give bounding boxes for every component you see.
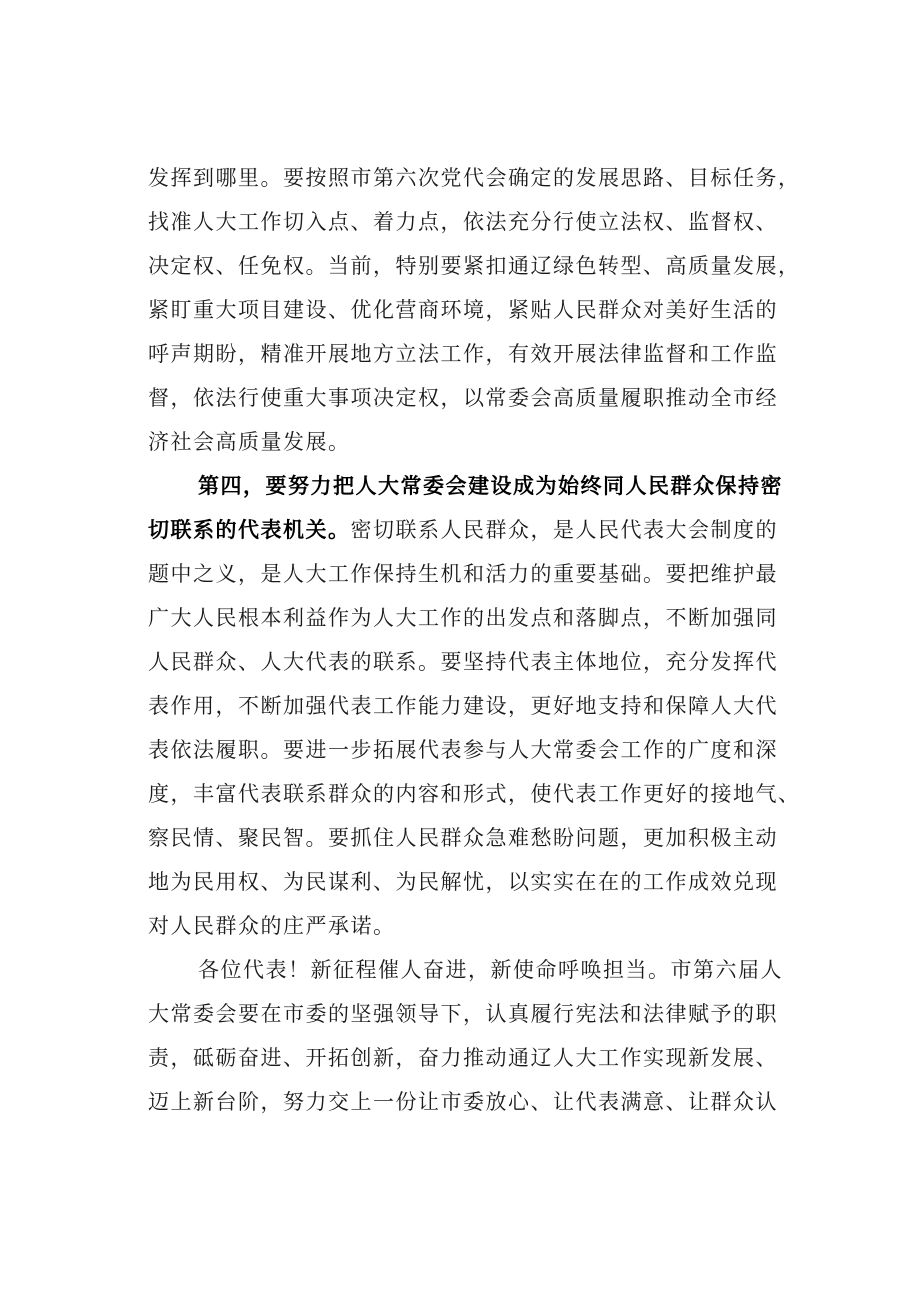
paragraph-2-line-7: 表依法履职。要进一步拓展代表参与人大常委会工作的广度和深 (148, 738, 778, 762)
paragraph-2-line-11: 对人民群众的庄严承诺。 (148, 914, 396, 938)
paragraph-1-line-3: 决定权、任免权。当前，特别要紧扣通辽绿色转型、高质量发展， (148, 254, 801, 278)
paragraph-1-line-7: 济社会高质量发展。 (148, 430, 351, 454)
paragraph-2-line-3: 题中之义，是人大工作保持生机和活力的重要基础。要把维护最 (148, 562, 778, 586)
paragraph-2-line-2-text: 密切联系人民群众，是人民代表大会制度的 (350, 518, 778, 542)
paragraph-3-line-2: 大常委会要在市委的坚强领导下，认真履行宪法和法律赋予的职 (148, 1002, 778, 1026)
paragraph-2-line-8: 度，丰富代表联系群众的内容和形式，使代表工作更好的接地气、 (148, 782, 801, 806)
paragraph-2-heading-line-1: 第四，要努力把人大常委会建设成为始终同人民群众保持密 (198, 474, 783, 498)
paragraph-2-line-10: 地为民用权、为民谋利、为民解忧，以实实在在的工作成效兑现 (148, 870, 778, 894)
paragraph-1-line-5: 呼声期盼，精准开展地方立法工作，有效开展法律监督和工作监 (148, 342, 778, 366)
paragraph-2-line-6: 表作用，不断加强代表工作能力建设，更好地支持和保障人大代 (148, 694, 778, 718)
paragraph-1-line-4: 紧盯重大项目建设、优化营商环境，紧贴人民群众对美好生活的 (148, 298, 778, 322)
paragraph-1-line-6: 督，依法行使重大事项决定权，以常委会高质量履职推动全市经 (148, 386, 778, 410)
paragraph-2-line-9: 察民情、聚民智。要抓住人民群众急难愁盼问题，更加积极主动 (148, 826, 778, 850)
paragraph-1-line-1: 发挥到哪里。要按照市第六次党代会确定的发展思路、目标任务， (148, 166, 801, 190)
paragraph-2-line-4: 广大人民根本利益作为人大工作的出发点和落脚点，不断加强同 (148, 606, 778, 630)
paragraph-3-line-1: 各位代表！新征程催人奋进，新使命呼唤担当。市第六届人 (198, 958, 783, 982)
paragraph-1-line-2: 找准人大工作切入点、着力点，依法充分行使立法权、监督权、 (148, 210, 778, 234)
paragraph-2-heading-end: 切联系的代表机关。 (148, 518, 351, 542)
paragraph-3-line-3: 责，砥砺奋进、开拓创新，奋力推动通辽人大工作实现新发展、 (148, 1046, 778, 1070)
paragraph-3-line-4: 迈上新台阶，努力交上一份让市委放心、让代表满意、让群众认 (148, 1090, 778, 1114)
paragraph-2-line-2 (148, 516, 778, 544)
paragraph-2-line-5: 人民群众、人大代表的联系。要坚持代表主体地位，充分发挥代 (148, 650, 778, 674)
